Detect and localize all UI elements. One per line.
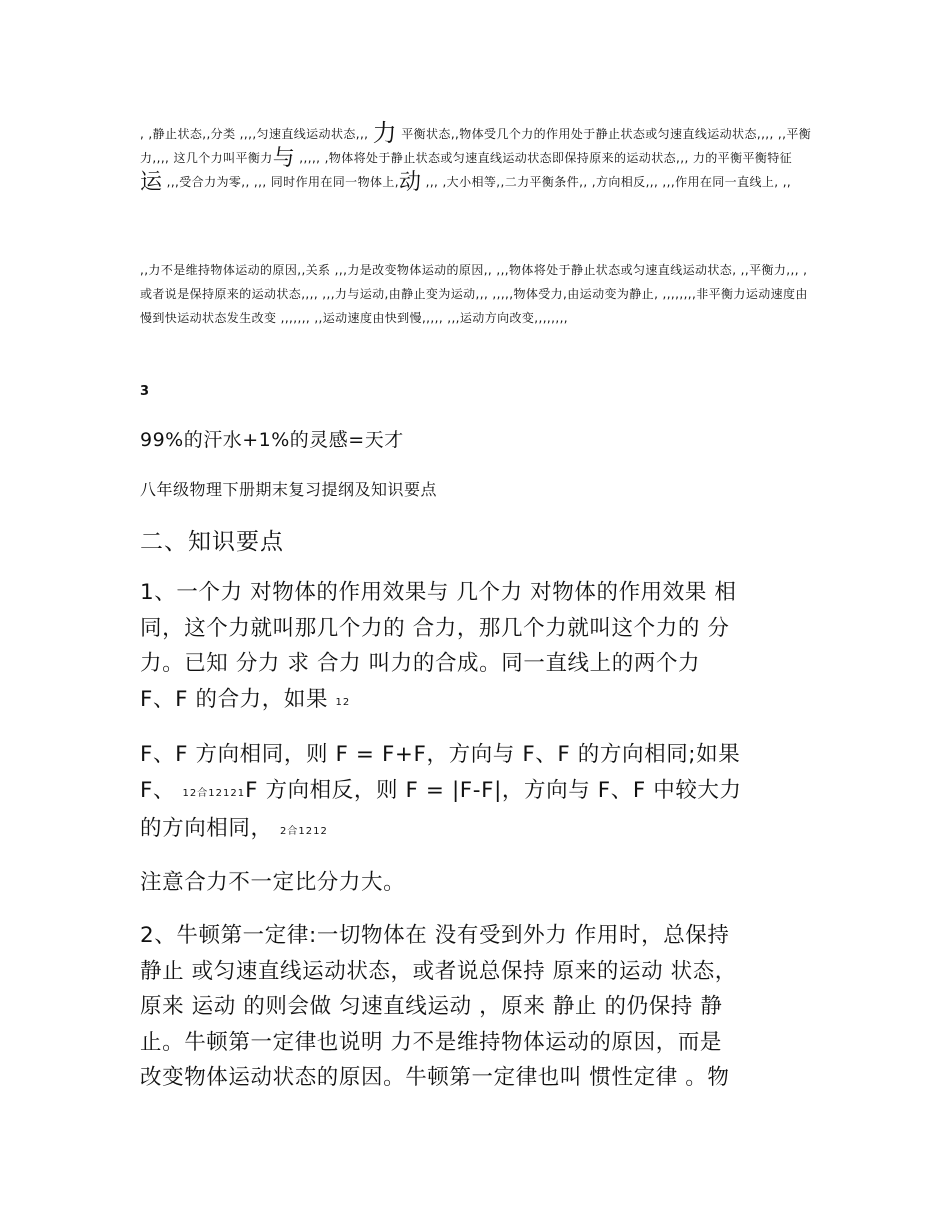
motto: 99%的汗水+1%的灵感=天才: [140, 429, 404, 451]
text-line: 力。已知 分力 求 合力 叫力的合成。同一直线上的两个力: [140, 651, 701, 676]
text-line: [140, 682, 815, 721]
text-line: 改变物体运动状态的原因。牛顿第一定律也叫 惯性定律 。物: [140, 1065, 730, 1090]
text-line: 同，这个力就叫那几个力的 合力，那几个力就叫这个力的 分: [140, 615, 730, 641]
paragraph-force-direction: [140, 737, 815, 850]
summary-big-char: 运: [140, 170, 163, 195]
text-line: F、F 方向相同，则 F = F+F，方向与 F、F 的方向相同;如果: [140, 742, 741, 767]
text-segment: F、: [140, 777, 176, 803]
text-line: 原来 运动 的则会做 匀速直线运动 ，原来 静止 的仍保持 静: [140, 994, 723, 1019]
subscript-text: 12: [335, 696, 351, 708]
text-line: [140, 811, 815, 850]
summary-text: , ,静止状态,,分类 ,,,,匀速直线运动状态,,,: [140, 127, 373, 141]
text-line: 1、一个力 对物体的作用效果与 几个力 对物体的作用效果 相: [140, 580, 737, 605]
section-heading: 二、知识要点: [140, 529, 284, 555]
text-segment: F、F 的合力，如果: [140, 686, 329, 712]
page-number: 3: [140, 384, 150, 399]
summary-text: 平衡状态,,物体受几个力的作用处于静止状态或匀速直线运动状态,,,, ,,平衡力,,,, 这几个力叫平衡力: [140, 127, 812, 165]
document-title: 八年级物理下册期末复习提纲及知识要点: [140, 480, 438, 499]
paragraph-resultant-force: [140, 575, 815, 720]
text-line: 2、牛顿第一定律:一切物体在 没有受到外力 作用时，总保持: [140, 923, 730, 948]
text-segment: F 方向相反，则 F = |F-F|，方向与 F、F 中较大力: [245, 777, 742, 803]
paragraph-newton-first-law: [140, 918, 815, 1096]
summary-big-char: 动: [398, 170, 422, 195]
text-line: 静止 或匀速直线运动状态，或者说总保持 原来的运动 状态，: [140, 958, 737, 984]
summary-text: ,,,,, ,物体将处于静止状态或匀速直线运动状态即保持原来的运动状态,,, 力的平衡平衡特征: [295, 151, 793, 165]
text-line: [140, 773, 815, 812]
summary-diagram-force-motion: ,,力不是维持物体运动的原因,,关系 ,,,力是改变物体运动的原因,, ,,,物体将处于静止状态或匀速直线运动状态, ,,平衡力,,, ,或者说是保持原来的运动状态,,,, ,,,力与运动,由静止变为运动,,, ,,,,,物体受力,由运动变为静止, ,,,,,,,,非平衡力运动速度由慢到快运动状态发生改变 ,,,,,,, ,,运动速度由快到慢,,,,, ,,,运动方向改变,,,,,,,,: [140, 263, 808, 325]
text-segment: 的方向相同，: [140, 816, 273, 841]
summary-diagram-force-balance: [140, 119, 812, 195]
paragraph-note: 注意合力不一定比分力大。: [140, 870, 406, 895]
summary-text: ,,,受合力为零,, ,,, 同时作用在同一物体上,: [162, 175, 399, 189]
summary-big-char: 与: [272, 146, 296, 171]
text-line: 止。牛顿第一定律也说明 力不是维持物体运动的原因，而是: [140, 1029, 723, 1055]
subscript-text: 2合1212: [280, 826, 328, 837]
summary-big-char: 力: [372, 119, 398, 147]
subscript-text: 12合12121: [182, 787, 246, 799]
summary-text: ,,, ,大小相等,,二力平衡条件,, ,方向相反,,, ,,,作用在同一直线上, ,,: [421, 175, 792, 189]
